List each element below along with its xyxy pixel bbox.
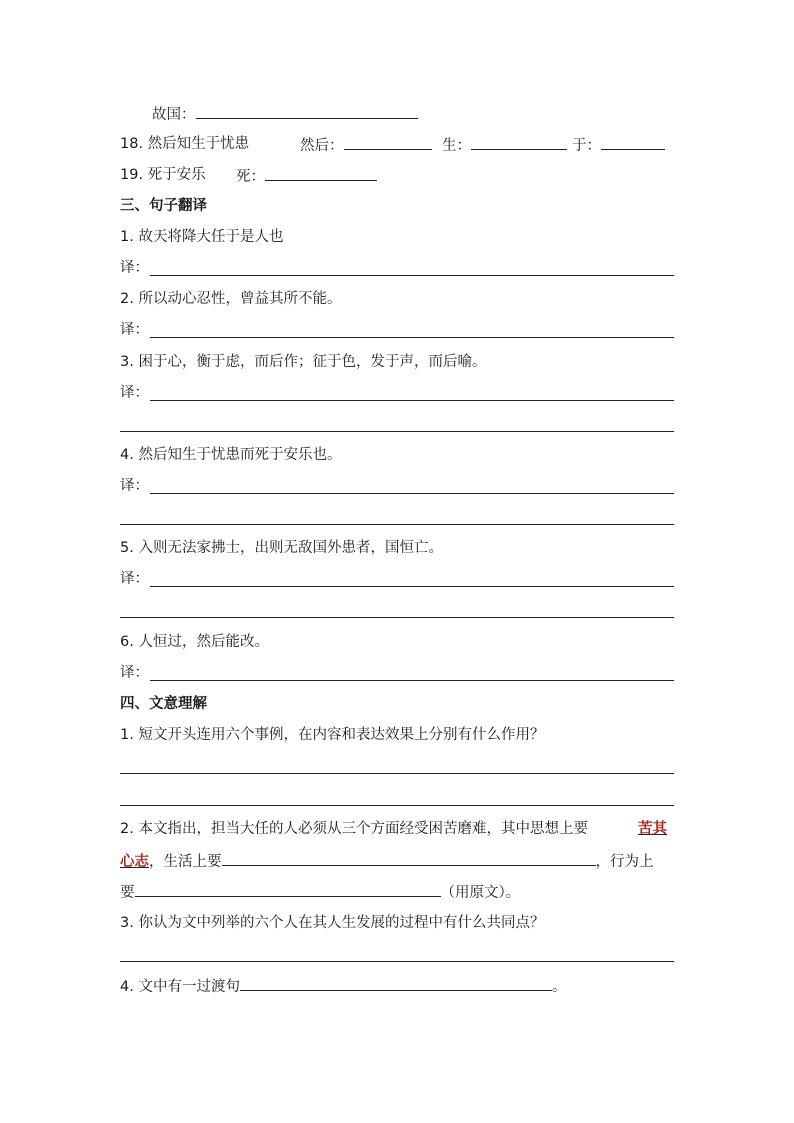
q2-text-b: ，生活上要 — [149, 854, 222, 870]
vocab-q18-yu — [572, 134, 665, 156]
q2-text-e: （用原文）。 — [440, 885, 521, 901]
q2-text: 2. 本文指出，担当大任的人必须从三个方面经受困苦磨难，其中思想上要 — [120, 821, 588, 837]
answer-blank[interactable] — [265, 165, 377, 181]
q19-label: 19. 死于安乐 — [120, 167, 206, 183]
vocab-q19-si — [236, 165, 377, 187]
q2-answer-part2: 心志 — [120, 854, 149, 870]
answer-blank[interactable] — [196, 103, 418, 119]
translate-prefix: 译： — [120, 260, 149, 276]
answer-line[interactable] — [120, 961, 674, 962]
vocab-q19 — [120, 165, 206, 185]
question-2-line2 — [120, 850, 654, 872]
q2-text-c: ，行为上 — [595, 854, 654, 870]
sentence-item: 1. 故天将降大任于是人也 — [120, 229, 284, 245]
q19-si-label: 死： — [236, 169, 265, 185]
sentence-item: 3. 困于心，衡于虑，而后作；征于色，发于声，而后喻。 — [120, 354, 487, 370]
sentence-item: 4. 然后知生于忧患而死于安乐也。 — [120, 447, 342, 463]
answer-line[interactable] — [120, 431, 674, 432]
translate-prefix: 译： — [120, 665, 149, 681]
answer-line[interactable] — [150, 400, 674, 401]
q18-ranhou-label: 然后： — [300, 138, 344, 154]
answer-blank[interactable] — [222, 850, 596, 866]
translate-prefix: 译： — [120, 322, 149, 338]
answer-line[interactable] — [150, 337, 674, 338]
answer-line[interactable] — [150, 680, 674, 681]
answer-line[interactable] — [120, 805, 674, 806]
answer-line[interactable] — [120, 773, 674, 774]
sentence-item: 6. 人恒过，然后能改。 — [120, 634, 269, 650]
q2-answer-part1: 苦其 — [638, 821, 667, 837]
vocab-q18 — [120, 134, 249, 154]
answer-blank[interactable] — [344, 134, 432, 150]
vocab-q18-ranhou — [300, 134, 432, 156]
section-heading: 四、文意理解 — [120, 696, 207, 712]
answer-blank[interactable] — [471, 134, 567, 150]
answer-line[interactable] — [150, 586, 674, 587]
answer-line[interactable] — [150, 275, 674, 276]
question-1: 1. 短文开头连用六个事例，在内容和表达效果上分别有什么作用？ — [120, 727, 545, 743]
question-3: 3. 你认为文中列举的六个人在其人生发展的过程中有什么共同点？ — [120, 915, 545, 931]
answer-blank[interactable] — [135, 881, 441, 897]
translate-prefix: 译： — [120, 385, 149, 401]
q18-label: 18. 然后知生于忧患 — [120, 136, 250, 152]
answer-line[interactable] — [150, 493, 674, 494]
question-2-line3 — [120, 881, 520, 903]
section-heading: 三、句子翻译 — [120, 198, 207, 214]
q18-yu-label: 于： — [572, 138, 601, 154]
answer-blank[interactable] — [240, 975, 552, 991]
q4-text: 4. 文中有一过渡句 — [120, 979, 240, 995]
answer-blank[interactable] — [601, 134, 665, 150]
vocab-guguo-label: 故国： — [152, 107, 196, 123]
q4-text-b: 。 — [551, 979, 567, 995]
answer-line[interactable] — [120, 617, 674, 618]
question-2-line1 — [120, 819, 588, 839]
sentence-item: 5. 入则无法家拂士，出则无敌国外患者，国恒亡。 — [120, 540, 443, 556]
translate-prefix: 译： — [120, 571, 149, 587]
vocab-guguo — [152, 103, 418, 125]
sentence-item: 2. 所以动心忍性，曾益其所不能。 — [120, 291, 342, 307]
q2-text-d: 要 — [120, 885, 135, 901]
q18-sheng-label: 生： — [442, 138, 471, 154]
answer-line[interactable] — [120, 524, 674, 525]
translate-prefix: 译： — [120, 478, 149, 494]
vocab-q18-sheng — [442, 134, 567, 156]
question-4 — [120, 975, 566, 997]
